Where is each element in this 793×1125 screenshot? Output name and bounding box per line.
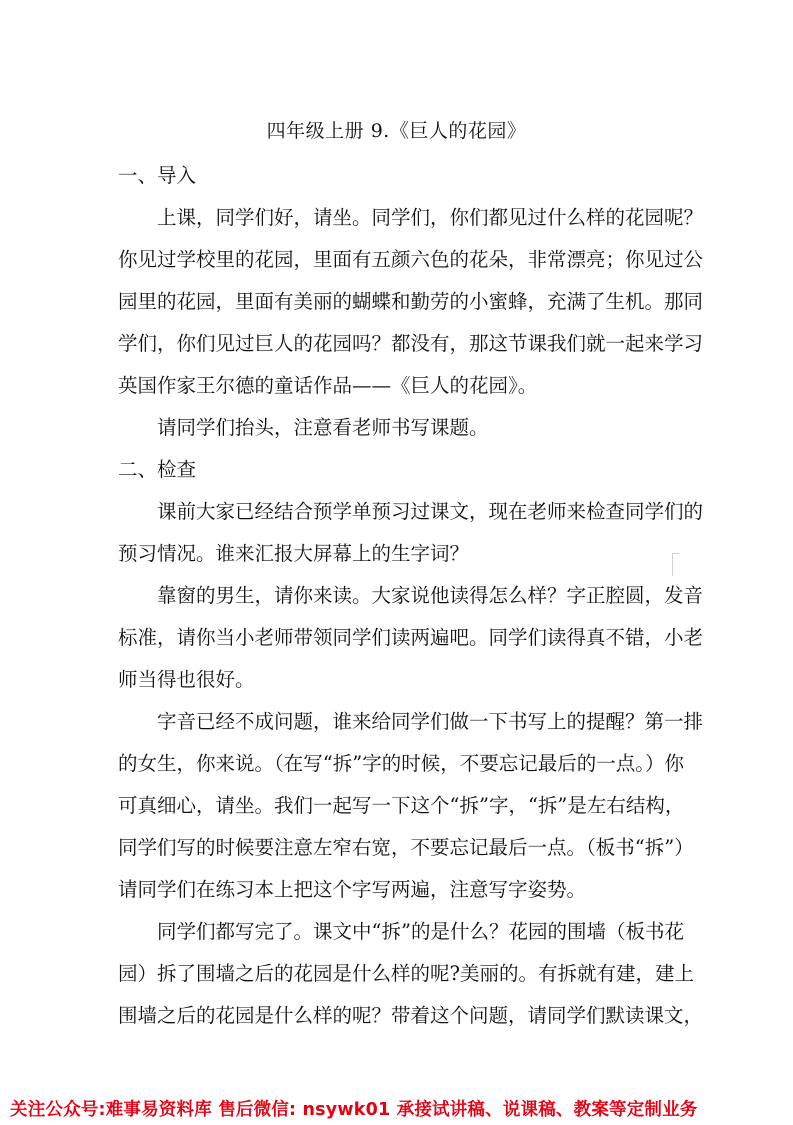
paragraph	[118, 197, 704, 407]
text-line: 请同学们在练习本上把这个字写两遍，注意写字姿势。	[118, 878, 587, 901]
paragraph	[118, 491, 704, 575]
text-line: 上课，同学们好，请坐。同学们，你们都见过什么样的花园呢？	[157, 206, 704, 229]
paragraph	[118, 407, 692, 449]
text-line: 同学们写的时候要注意左窄右宽，不要忘记最后一点。（板书“拆”）	[118, 836, 694, 859]
document-body	[118, 155, 704, 1037]
watermark-corner	[672, 553, 679, 576]
text-line: 园）拆了围墙之后的花园是什么样的呢?美丽的。有拆就有建，建上	[118, 962, 694, 985]
footer-banner: 关注公众号:难事易资料库 售后微信: nsywk01 承接试讲稿、说课稿、教案等定制业务	[10, 1100, 698, 1120]
document-title: 四年级上册 9.《巨人的花园》	[266, 120, 527, 142]
paragraph	[118, 575, 704, 701]
text-line: 可真细心，请坐。我们一起写一下这个“拆”字，“拆”是左右结构，	[118, 794, 685, 817]
text-line: 师当得也很好。	[118, 668, 255, 691]
text-line: 围墙之后的花园是什么样的呢？带着这个问题，请同学们默读课文，	[118, 1004, 704, 1027]
text-line: 英国作家王尔德的童话作品——《巨人的花园》。	[118, 374, 538, 397]
text-line: 学们，你们见过巨人的花园吗？都没有，那这节课我们就一起来学习	[118, 332, 704, 355]
text-line: 园里的花园，里面有美丽的蝴蝶和勤劳的小蜜蜂，充满了生机。那同	[118, 290, 704, 313]
text-line: 同学们都写完了。课文中“拆”的是什么？花园的围墙（板书花	[157, 920, 684, 943]
text-line: 字音已经不成问题，谁来给同学们做一下书写上的提醒？第一排	[157, 710, 704, 733]
text-line: 课前大家已经结合预学单预习过课文，现在老师来检查同学们的	[157, 500, 704, 523]
text-line: 标准，请你当小老师带领同学们读两遍吧。同学们读得真不错，小老	[118, 626, 704, 649]
section-heading-intro: 一、导入	[118, 164, 197, 187]
text-line: 预习情况。谁来汇报大屏幕上的生字词？	[118, 542, 470, 565]
text-line: 你见过学校里的花园，里面有五颜六色的花朵，非常漂亮；你见过公	[118, 248, 704, 271]
paragraph	[118, 911, 704, 1037]
paragraph	[118, 701, 704, 911]
section-heading-check: 二、检查	[118, 458, 197, 481]
text-line: 靠窗的男生，请你来读。大家说他读得怎么样？字正腔圆，发音	[157, 584, 704, 607]
text-line: 请同学们抬头，注意看老师书写课题。	[157, 416, 489, 439]
text-line: 的女生，你来说。（在写“拆”字的时候，不要忘记最后的一点。）你	[118, 752, 684, 775]
